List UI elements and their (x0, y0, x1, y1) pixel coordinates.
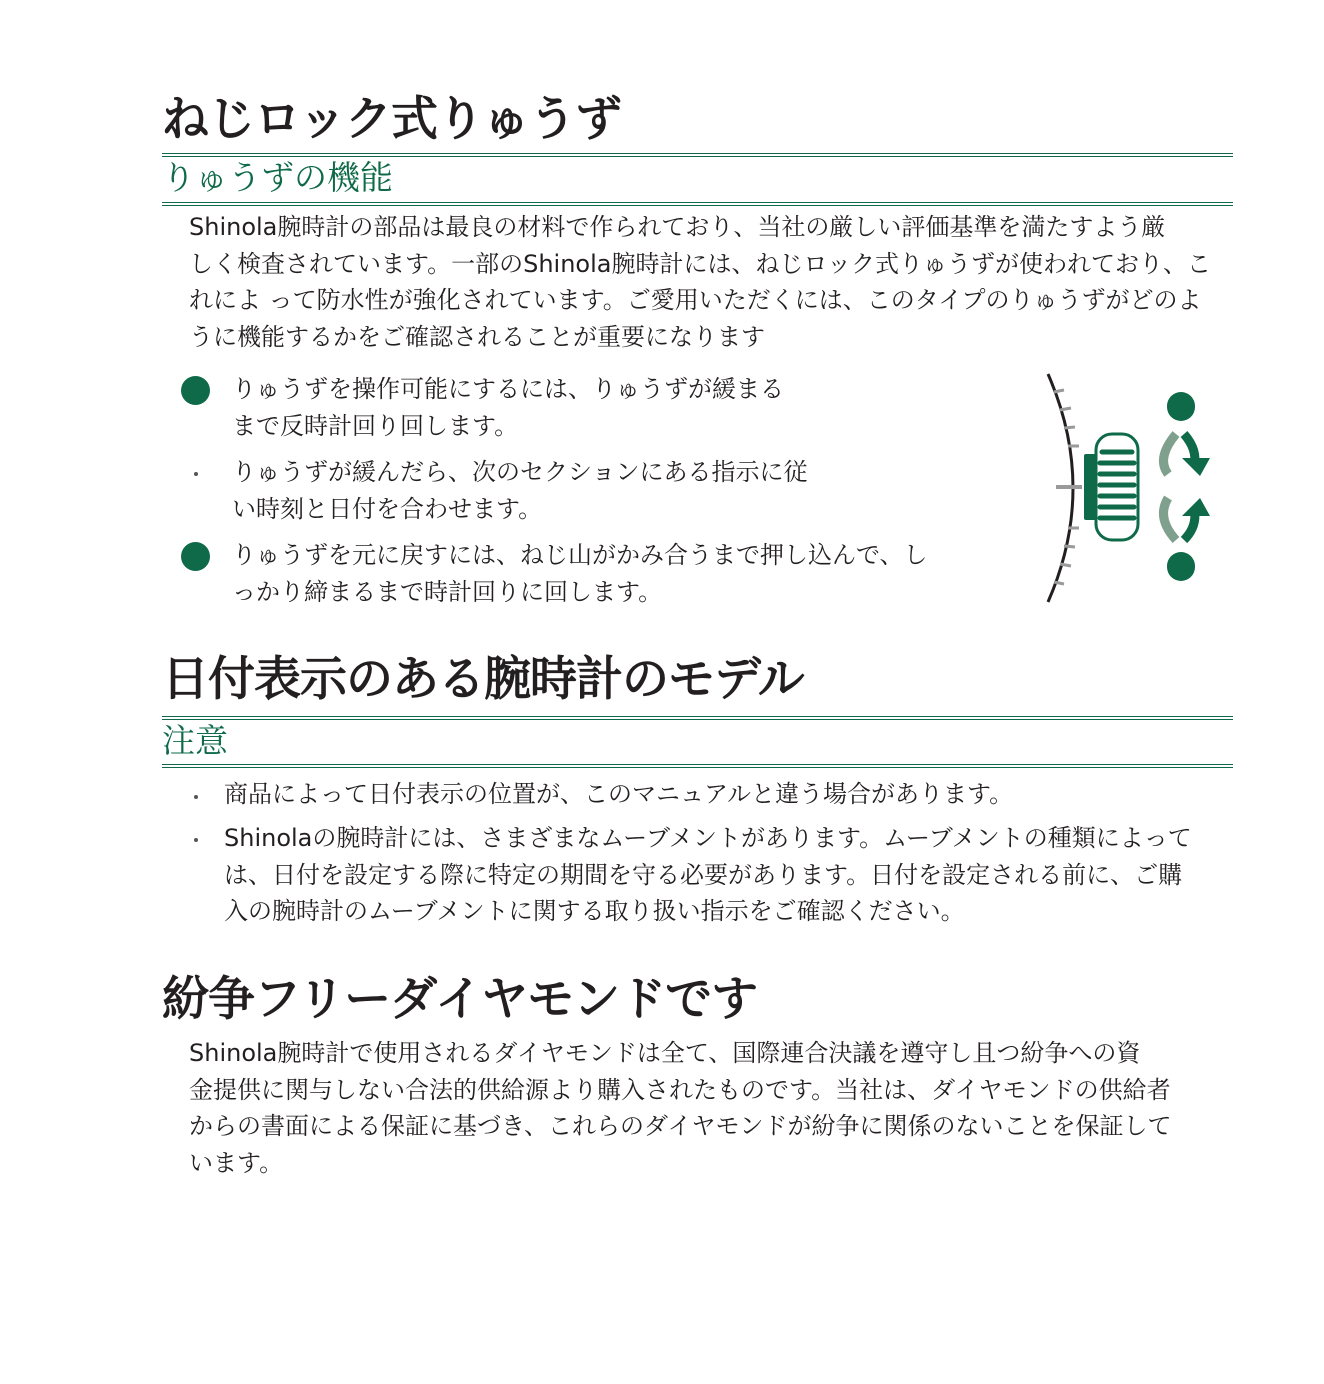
note-line: 入の腕時計のムーブメントに関する取り扱い指示をご確認ください。 (224, 897, 965, 925)
subheading-note: 注意 (162, 721, 228, 760)
step-2-text (232, 454, 808, 527)
rotation-arc-bottom (1164, 498, 1177, 540)
minute-ticks (1054, 390, 1082, 584)
note-bullet-dot (194, 838, 198, 842)
step-line: りゅうずが緩んだら、次のセクションにある指示に従 (232, 458, 808, 486)
rotation-arrow-down-head (1182, 458, 1210, 476)
note-line: は、日付を設定する際に特定の期間を守る必要があります。日付を設定される前に、ご購 (224, 860, 1183, 889)
note-bullet-dot (194, 795, 198, 799)
intro-line: しく検査されています。一部のShinola腕時計には、ねじロック式りゅうずが使われており、こ (189, 249, 1211, 278)
step-bullet-green-dot (181, 542, 210, 571)
note-line: Shinolaの腕時計には、さまざまなムーブメントがあります。ムーブメントの種類によって (224, 824, 1192, 852)
rotation-arrow-up-head (1182, 498, 1210, 516)
step-line: まで反時計回り回します。 (232, 411, 519, 440)
intro-line: うに機能するかをご確認されることが重要になります (189, 322, 765, 351)
step-line: りゅうずを元に戻すには、ねじ山がかみ合うまで押し込んで、し (232, 541, 928, 569)
step-3-text (232, 537, 928, 610)
intro-line: れによ って防水性が強化されています。ご愛用いただくには、このタイプのりゅうずがどのよ (189, 286, 1202, 314)
note-2-text (224, 820, 1192, 930)
diamonds-line: Shinola腕時計で使用されるダイヤモンドは全て、国際連合決議を遵守し且つ紛争への資 (189, 1039, 1141, 1067)
step-line: っかり締まるまで時計回りに回します。 (232, 577, 663, 606)
step-line: りゅうずを操作可能にするには、りゅうずが緩まる (232, 375, 784, 403)
section-divider (162, 153, 1233, 157)
step-1-text (232, 371, 784, 444)
step-line: い時刻と日付を合わせます。 (232, 494, 543, 523)
crown-grip-lines (1100, 452, 1134, 518)
section-divider (162, 716, 1233, 720)
diamonds-line: からの書面による保証に基づき、これらのダイヤモンドが紛争に関係のないことを保証して (189, 1112, 1172, 1140)
crown-rotation-icon (1040, 370, 1230, 606)
intro-paragraph (189, 209, 1211, 355)
heading-conflict-free-diamonds: 紛争フリーダイヤモンドです (162, 972, 758, 1027)
section-divider (162, 202, 1233, 206)
marker-top (1167, 392, 1195, 421)
subheading-crown-function: りゅうずの機能 (162, 158, 393, 197)
section-divider (162, 764, 1233, 768)
marker-bottom (1167, 552, 1195, 581)
note-1-text (224, 776, 1013, 813)
rotation-arc-top (1164, 434, 1177, 474)
diamonds-paragraph (189, 1035, 1172, 1181)
step-bullet-green-dot (181, 376, 210, 405)
heading-date-display-models: 日付表示のある腕時計のモデル (162, 652, 804, 707)
note-line: 商品によって日付表示の位置が、このマニュアルと違う場合があります。 (224, 780, 1014, 808)
diamonds-line: 金提供に関与しない合法的供給源より購入されたものです。当社は、ダイヤモンドの供給者 (189, 1075, 1171, 1104)
page-title-screw-lock-crown: ねじロック式りゅうず (162, 92, 622, 147)
diamonds-line: います。 (189, 1148, 284, 1177)
step-bullet-small-dot (194, 472, 198, 476)
intro-line: Shinola腕時計の部品は最良の材料で作られており、当社の厳しい評価基準を満たすよう厳 (189, 213, 1166, 241)
